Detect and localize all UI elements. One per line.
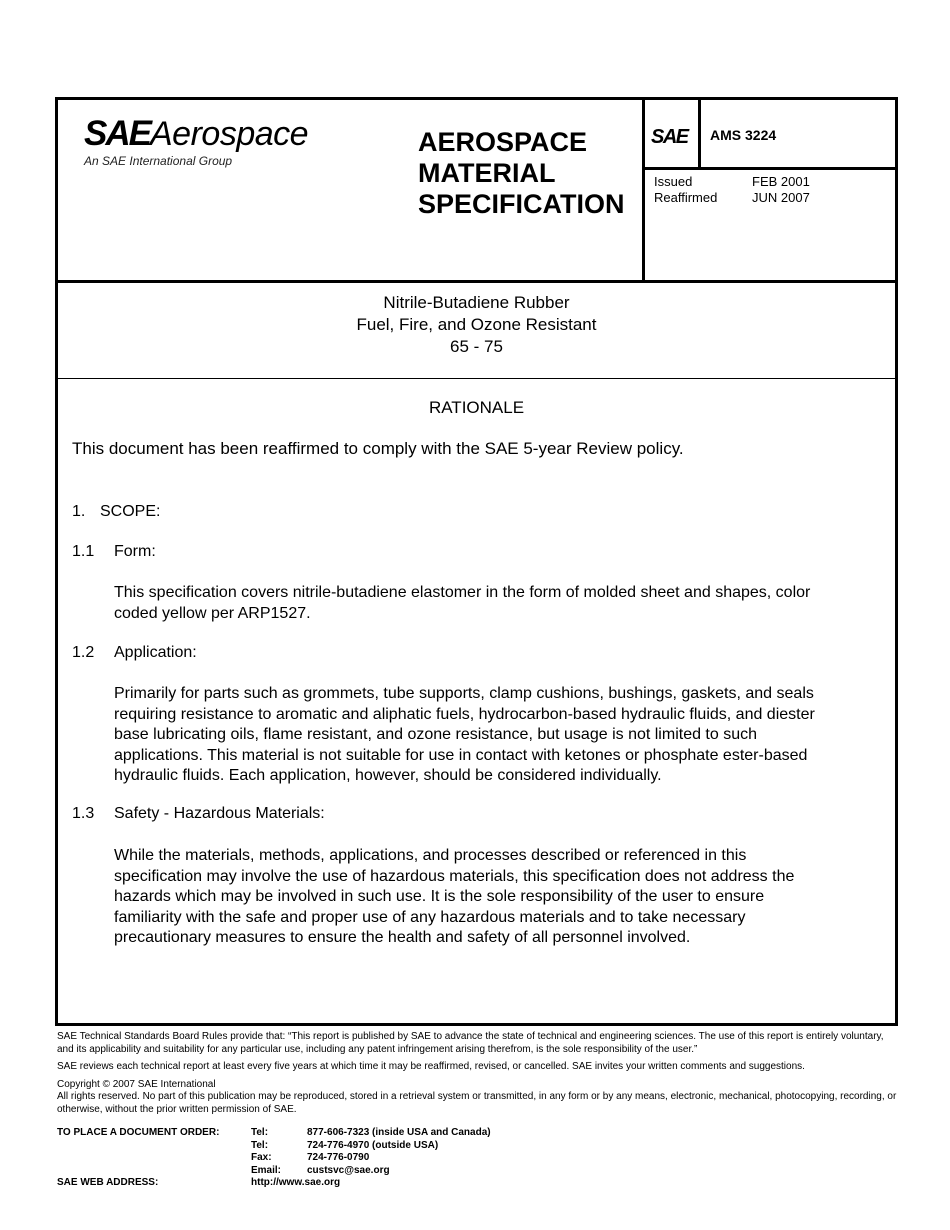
phone-link[interactable]: 724-776-4970 (outside USA) — [307, 1139, 439, 1151]
form-paragraph: This specification covers nitrile-butadiene elastomer in the form of molded sheet and shapes, color coded yellow per ARP1527. — [114, 584, 811, 622]
document-type-title: AEROSPACE MATERIAL SPECIFICATION — [418, 127, 625, 219]
section-number: 1. — [72, 503, 86, 520]
divider — [698, 100, 701, 169]
safety-paragraph: While the materials, methods, applications, and processes described or referenced in this specification may involve the use of hazardous materials, this specification does not address the hazards which may be involved in such use. It is the sole responsibility of the user to ensure familiarity with the safe and proper use of any hazardous materials and to take necessary precautionary measures to ensure the health and safety of all personnel involved. — [114, 847, 795, 946]
section-title: Application: — [114, 644, 197, 661]
document-number: AMS 3224 — [710, 127, 777, 143]
copyright: Copyright © 2007 SAE International — [57, 1078, 216, 1090]
sae-small-logo: SAE — [651, 126, 688, 148]
email-link[interactable]: custsvc@sae.org — [307, 1164, 390, 1176]
application-paragraph: Primarily for parts such as grommets, tube supports, clamp cushions, bushings, gaskets, and seals requiring resistance to aromatic and aliphatic fuels, hydrocarbon-based hydraulic fluids, and diester base lubricating oils, flame resistant, and ozone resistance, but usage is not limited to such applications. This material is not suitable for use in contact with ketones or phosphate ester-based hydraulic fluids. Each application, however, should be considered individually. — [114, 685, 815, 784]
sae-aerospace-logo: SAE Aerospace An SAE International Group — [84, 114, 309, 168]
header-row — [58, 100, 895, 283]
issue-dates: Issued FEB 2001 Reaffirmed JUN 2007 — [654, 174, 810, 205]
fax-number: 724-776-0790 — [307, 1152, 370, 1163]
section-title: SCOPE: — [100, 503, 161, 520]
divider — [642, 167, 895, 170]
rights-notice: All rights reserved. No part of this publication may be reproduced, stored in a retrieval system or transmitted, in any form or by any means, electronic, mechanical, photocopying, recording, or otherwise, without the prior written permission of SAE. — [57, 1091, 897, 1115]
section-number: 1.3 — [72, 805, 95, 822]
section-title: Safety - Hazardous Materials: — [114, 805, 325, 822]
review-notice: SAE reviews each technical report at least every five years at which time it may be reaffirmed, revised, or cancelled. SAE invites your written comments and suggestions. — [57, 1061, 805, 1072]
document-title: Nitrile-Butadiene Rubber Fuel, Fire, and Ozone Resistant 65 - 75 — [58, 283, 895, 379]
section-number: 1.2 — [72, 644, 95, 661]
web-link[interactable]: http://www.sae.org — [251, 1177, 341, 1188]
rationale-text: This document has been reaffirmed to comply with the SAE 5-year Review policy. — [72, 439, 684, 458]
footer-notices — [57, 1031, 897, 1116]
section-title: Form: — [114, 543, 156, 560]
phone-link[interactable]: 877-606-7323 (inside USA and Canada) — [307, 1127, 491, 1138]
document-frame — [55, 97, 898, 1026]
divider — [642, 100, 645, 280]
rules-notice: SAE Technical Standards Board Rules provide that: “This report is published by SAE to advance the state of technical and engineering sciences. The use of this report is entirely voluntary, and its applicability and suitability for any particular use, including any patent infringement arising therefrom, is the sole responsibility of the user.” — [57, 1031, 884, 1055]
rationale-heading: RATIONALE — [428, 398, 525, 417]
section-number: 1.1 — [72, 543, 95, 560]
